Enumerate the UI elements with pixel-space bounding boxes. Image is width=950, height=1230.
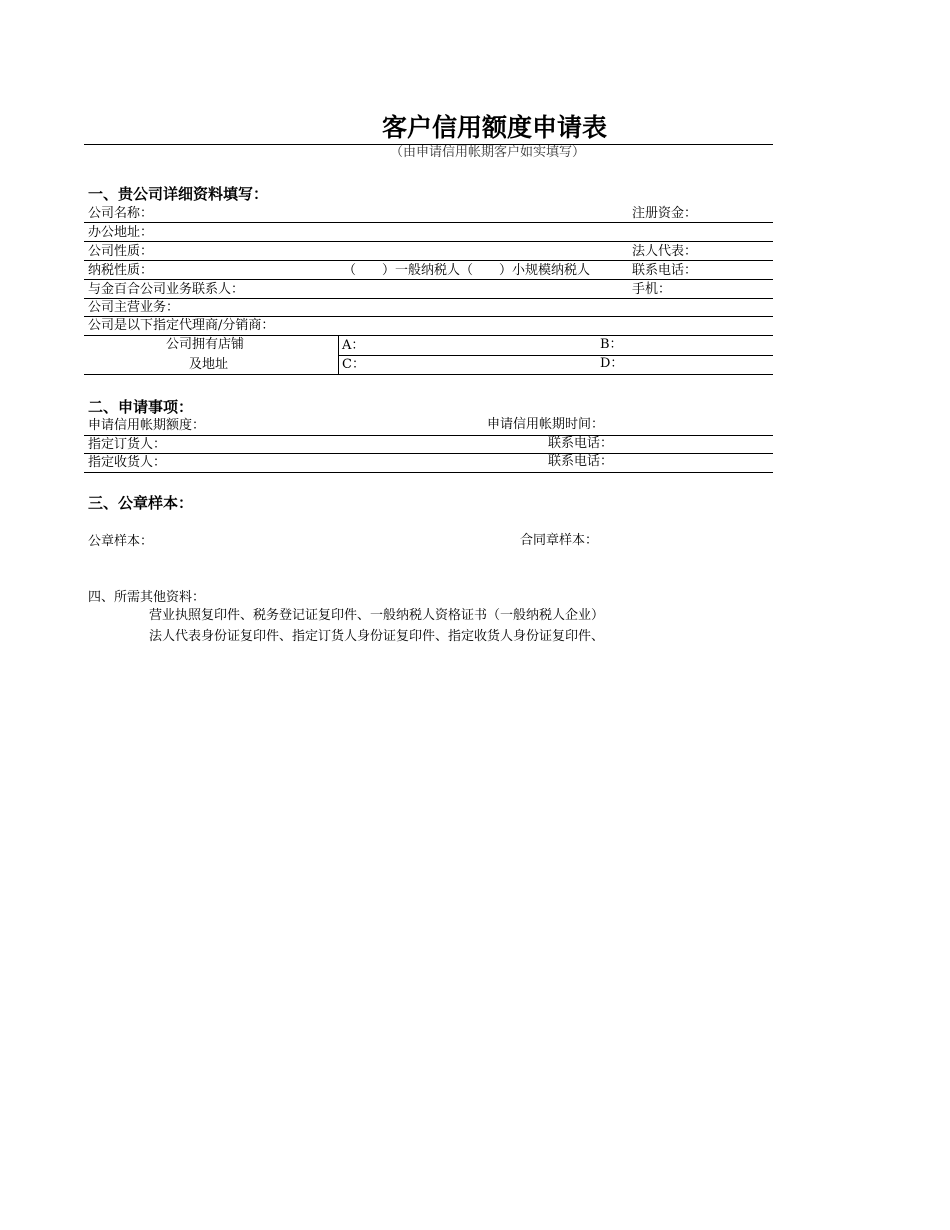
required-docs-line1: 营业执照复印件、税务登记证复印件、一般纳税人资格证书（一般纳税人企业） (149, 608, 605, 623)
seal-sample-label: 公章样本： (88, 534, 154, 549)
contract-seal-sample-label: 合同章样本： (520, 533, 599, 548)
row-line (84, 472, 773, 473)
page-subtitle: （由申请信用帐期客户如实填写） (390, 145, 586, 160)
row-line (84, 260, 773, 261)
section1-heading: 一、贵公司详细资料填写： (88, 185, 269, 203)
tax-type-options: （ ）一般纳税人（ ）小规模纳税人 (343, 263, 591, 278)
order-phone-label: 联系电话： (548, 436, 614, 451)
legal-rep-label: 法人代表： (632, 244, 698, 259)
required-docs-line2: 法人代表身份证复印件、指定订货人身份证复印件、指定收货人身份证复印件、 (149, 629, 605, 644)
page-title: 客户信用额度申请表 (382, 113, 608, 142)
main-business-label: 公司主营业务： (88, 300, 180, 315)
store-d-label: D： (600, 356, 624, 371)
company-name-label: 公司名称： (88, 206, 154, 221)
office-address-label: 办公地址： (88, 225, 154, 240)
order-person-label: 指定订货人： (88, 437, 167, 452)
section2-heading: 二、申请事项： (88, 398, 194, 416)
stores-label-line2: 及地址 (189, 357, 229, 372)
row-line (84, 222, 773, 223)
section3-heading: 三、公章样本： (88, 494, 194, 512)
row-line (84, 453, 773, 454)
receiver-label: 指定收货人： (88, 455, 167, 470)
credit-period-label: 申请信用帐期时间： (487, 417, 605, 432)
company-nature-label: 公司性质： (88, 244, 154, 259)
credit-amount-label: 申请信用帐期额度： (88, 418, 206, 433)
mobile-label: 手机： (632, 282, 672, 297)
contact-phone-label: 联系电话： (632, 263, 698, 278)
store-a-label: A： (342, 338, 365, 353)
row-line (338, 355, 773, 356)
row-line (84, 435, 773, 436)
business-contact-label: 与金百合公司业务联系人： (88, 282, 245, 297)
tax-nature-label: 纳税性质： (88, 263, 154, 278)
section4-heading: 四、所需其他资料： (88, 590, 206, 605)
row-line (84, 316, 773, 317)
row-line (84, 241, 773, 242)
store-c-label: C： (342, 357, 365, 372)
agent-label: 公司是以下指定代理商/分销商： (88, 318, 275, 333)
stores-label-line1: 公司拥有店铺 (166, 337, 245, 352)
row-line (84, 335, 773, 336)
row-line (84, 279, 773, 280)
registered-capital-label: 注册资金： (632, 206, 698, 221)
row-line (84, 374, 773, 375)
receiver-phone-label: 联系电话： (548, 454, 614, 469)
store-b-label: B： (600, 337, 623, 352)
row-line (84, 298, 773, 299)
